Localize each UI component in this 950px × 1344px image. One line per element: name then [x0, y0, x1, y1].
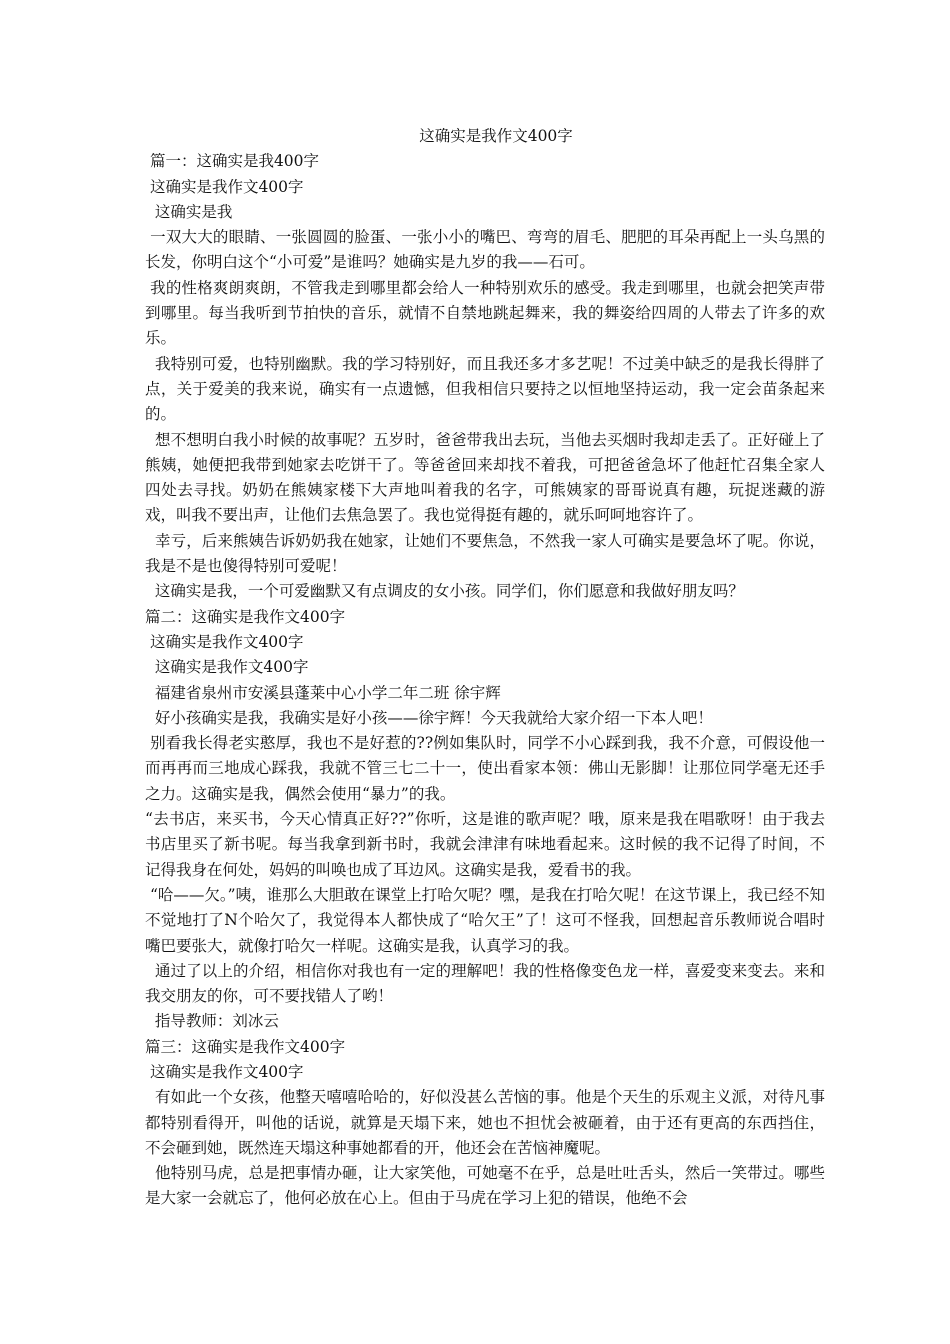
paragraph: 指导教师：刘冰云	[145, 1012, 279, 1031]
paragraph: 别看我长得老实憨厚，我也不是好惹的??例如集队时，同学不小心踩到我，我不介意，可假设他一而再再而三地成心踩我，我就不管三七二十一，使出看家本领：佛山无影脚！让那位同学毫无还手之力。这确实是我，偶然会使用“暴力”的我。	[145, 734, 825, 803]
paragraph: 这确实是我作文400字	[145, 177, 304, 196]
document-title: 这确实是我作文400字	[419, 127, 573, 145]
paragraph: 篇一：这确实是我400字	[145, 152, 320, 171]
paragraph: “去书店，来买书，今天心情真正好??”你听，这是谁的歌声呢？哦，原来是我在唱歌呀！由于我去书店里买了新书呢。每当我拿到新书时，我就会津津有味地看起来。这时候的我不记得了时间，不记得我身在何处，妈妈的叫唤也成了耳边风。这确实是我，爱看书的我。	[145, 810, 825, 879]
paragraph: 这确实是我作文400字	[145, 1062, 304, 1081]
document-paragraphs	[145, 149, 825, 1211]
paragraph: 他特别马虎，总是把事情办砸，让大家笑他，可她毫不在乎，总是吐吐舌头，然后一笑带过。哪些是大家一会就忘了，他何必放在心上。但由于马虎在学习上犯的错误，他绝不会	[145, 1164, 825, 1208]
paragraph: 好小孩确实是我，我确实是好小孩——徐宇辉！今天我就给大家介绍一下本人吧！	[145, 708, 713, 727]
paragraph: 这确实是我，一个可爱幽默又有点调皮的女小孩。同学们，你们愿意和我做好朋友吗？	[145, 582, 744, 601]
paragraph: 想不想明白我小时候的故事呢？五岁时，爸爸带我出去玩，当他去买烟时我却走丢了。正好碰上了熊姨，她便把我带到她家去吃饼干了。等爸爸回来却找不着我，可把爸爸急坏了他赶忙召集全家人四处去寻找。奶奶在熊姨家楼下大声地叫着我的名字，可熊姨家的哥哥说真有趣，玩捉迷藏的游戏，叫我不要出声，让他们去焦急罢了。我也觉得挺有趣的，就乐呵呵地容许了。	[145, 430, 825, 525]
paragraph: “哈——欠。”咦，谁那么大胆敢在课堂上打哈欠呢？嘿，是我在打哈欠呢！在这节课上，我已经不知不觉地打了N个哈欠了，我觉得本人都快成了“哈欠王”了！这可不怪我，回想起音乐教师说合唱时嘴巴要张大，就像打哈欠一样呢。这确实是我，认真学习的我。	[145, 885, 825, 955]
paragraph: 这确实是我作文400字	[145, 632, 304, 651]
paragraph: 福建省泉州市安溪县蓬莱中心小学二年二班 徐宇辉	[145, 683, 501, 702]
paragraph: 有如此一个女孩，他整天嘻嘻哈哈的，好似没甚么苦恼的事。他是个天生的乐观主义派，对待凡事都特别看得开，叫他的话说，就算是天塌下来，她也不担忧会被砸着，由于还有更高的东西挡住，不会砸到她，既然连天塌这种事她都看的开，他还会在苦恼神魔呢。	[145, 1088, 825, 1157]
paragraph: 一双大大的眼睛、一张圆圆的脸蛋、一张小小的嘴巴、弯弯的眉毛、肥肥的耳朵再配上一头乌黑的长发，你明白这个“小可爱”是谁吗？她确实是九岁的我——石可。	[145, 228, 825, 272]
paragraph: 篇二：这确实是我作文400字	[145, 607, 346, 626]
paragraph: 幸亏，后来熊姨告诉奶奶我在她家，让她们不要焦急，不然我一家人可确实是要急坏了呢。你说，我是不是也傻得特别可爱呢！	[145, 531, 825, 576]
paragraph: 通过了以上的介绍，相信你对我也有一定的理解吧！我的性格像变色龙一样，喜爱变来变去。来和我交朋友的你，可不要找错人了哟！	[145, 961, 825, 1006]
paragraph: 我特别可爱，也特别幽默。我的学习特别好，而且我还多才多艺呢！不过美中缺乏的是我长得胖了点，关于爱美的我来说，确实有一点遗憾，但我相信只要持之以恒地坚持运动，我一定会苗条起来的。	[145, 354, 825, 424]
paragraph: 这确实是我作文400字	[145, 658, 309, 677]
paragraph: 我的性格爽朗爽朗，不管我走到哪里都会给人一种特别欢乐的感受。我走到哪里，也就会把笑声带到哪里。每当我听到节拍快的音乐，就情不自禁地跳起舞来，我的舞姿给四周的人带去了许多的欢乐。	[145, 278, 825, 348]
paragraph: 这确实是我	[145, 202, 233, 221]
paragraph: 篇三：这确实是我作文400字	[145, 1037, 346, 1056]
document-body	[145, 124, 825, 1212]
